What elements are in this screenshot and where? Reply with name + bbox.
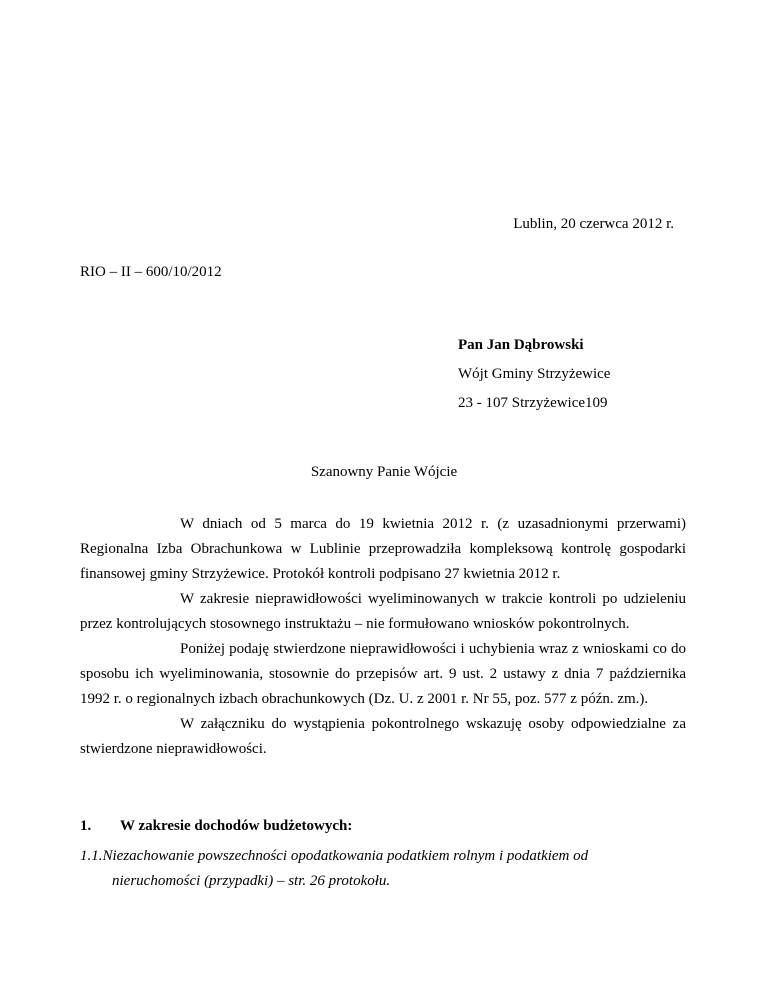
section-title: W zakresie dochodów budżetowych: [120,818,353,834]
greeting: Szanowny Panie Wójcie [310,464,458,480]
place-date: Lublin, 20 czerwca 2012 r. [513,216,674,232]
paragraph: Poniżej podaję stwierdzone nieprawidłowości i uchybienia wraz z wnioskami co do sposobu ich wyeliminowania, stosownie do przepisów art. 9 ust. 2 ustawy z dnia 7 października 1992 r. o regionalnych izbach obrachunkowych (Dz. U. z 2001 r. Nr 55, poz. 577 z późn. zm.). [80,641,686,707]
subsection-line-2: nieruchomości (przypadki) – str. 26 protokołu. [112,873,391,889]
section-heading [80,818,352,835]
recipient-block [458,331,610,418]
subsection-heading [80,844,686,894]
recipient-address: 23 - 107 Strzyżewice109 [458,395,608,411]
subsection-line-1: 1.1.Niezachowanie powszechności opodatkowania podatkiem rolnym i podatkiem od [80,848,589,864]
paragraph: W zakresie nieprawidłowości wyeliminowanych w trakcie kontroli po udzieleniu przez kontrolujących stosownego instruktażu – nie formułowano wniosków pokontrolnych. [80,591,686,632]
section-number: 1. [80,818,92,834]
paragraph: W załączniku do wystąpienia pokontrolnego wskazuję osoby odpowiedzialne za stwierdzone nieprawidłowości. [80,716,686,757]
recipient-name: Pan Jan Dąbrowski [458,337,584,353]
recipient-title: Wójt Gminy Strzyżewice [458,366,611,382]
reference-number: RIO – II – 600/10/2012 [80,264,222,280]
paragraph: W dniach od 5 marca do 19 kwietnia 2012 r. (z uzasadnionymi przerwami) Regionalna Izba Obrachunkowa w Lublinie przeprowadziła kompleksową kontrolę gospodarki finansowej gminy Strzyżewice. Protokół kontroli podpisano 27 kwietnia 2012 r. [80,516,686,582]
letter-body [80,512,686,762]
